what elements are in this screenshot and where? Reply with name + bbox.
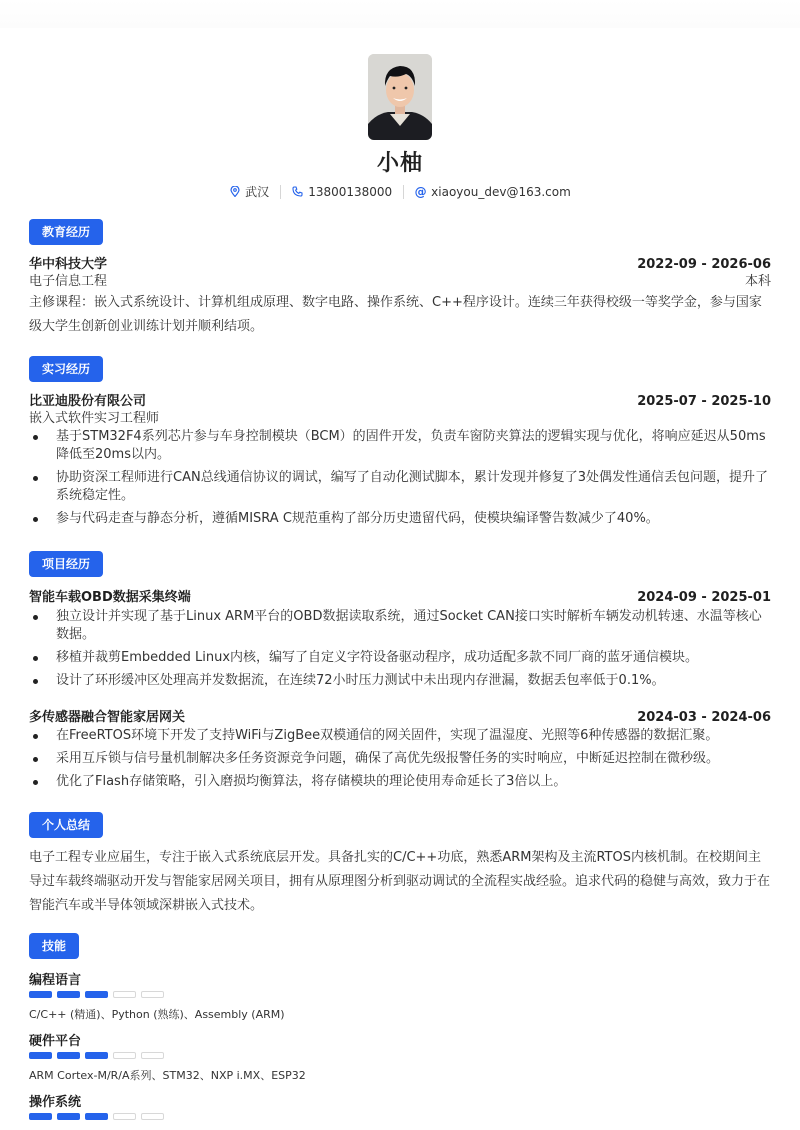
company-name: 比亚迪股份有限公司 bbox=[29, 394, 147, 409]
list-item: 独立设计并实现了基于Linux ARM平台的OBD数据读取系统，通过Socket CAN接口实时解析车辆发动机转速、水温等核心数据。 bbox=[29, 608, 771, 644]
section-badge-projects: 项目经历 bbox=[29, 551, 103, 577]
level-segment-empty bbox=[141, 1052, 164, 1059]
skill-level-bar bbox=[29, 1052, 164, 1059]
job-role: 嵌入式软件实习工程师 bbox=[29, 411, 160, 426]
list-item: 在FreeRTOS环境下开发了支持WiFi与ZigBee双模通信的网关固件，实现了温湿度、光照等6种传感器的数据汇聚。 bbox=[29, 727, 771, 745]
level-segment-empty bbox=[113, 1052, 136, 1059]
list-item: 采用互斥锁与信号量机制解决多任务资源竞争问题，确保了高优先级报警任务的实时响应，中断延迟控制在微秒级。 bbox=[29, 750, 771, 768]
location-pin-icon bbox=[229, 186, 240, 197]
education-sub-row bbox=[29, 270, 771, 289]
list-item: 协助资深工程师进行CAN总线通信协议的调试，编写了自动化测试脚本，累计发现并修复了3处偶发性通信丢包问题，提升了系统稳定性。 bbox=[29, 469, 771, 505]
section-badge-summary: 个人总结 bbox=[29, 812, 103, 838]
project-bullet-list bbox=[29, 608, 771, 690]
contact-email[interactable] bbox=[415, 185, 571, 199]
education-period: 2022-09 - 2026-06 bbox=[637, 257, 771, 272]
project-name: 多传感器融合智能家居网关 bbox=[29, 710, 186, 725]
portrait-icon bbox=[368, 54, 432, 140]
skill-detail: ARM Cortex-M/R/A系列、STM32、NXP i.MX、ESP32 bbox=[29, 1069, 306, 1082]
level-segment-filled bbox=[57, 1052, 80, 1059]
education-description: 主修课程：嵌入式系统设计、计算机组成原理、数字电路、操作系统、C++程序设计。连续三年获得校级一等奖学金，参与国家级大学生创新创业训练计划并顺利结项。 bbox=[29, 295, 762, 334]
list-item: 参与代码走查与静态分析，遵循MISRA C规范重构了部分历史遗留代码，使模块编译警告数减少了40%。 bbox=[29, 510, 771, 528]
level-segment-empty bbox=[141, 991, 164, 998]
email-text: xiaoyou_dev@163.com bbox=[431, 184, 571, 199]
degree: 本科 bbox=[744, 274, 771, 289]
location-text: 武汉 bbox=[245, 185, 270, 199]
contact-divider bbox=[280, 185, 281, 199]
project-name: 智能车载OBD数据采集终端 bbox=[29, 590, 191, 605]
level-segment-filled bbox=[29, 1113, 52, 1120]
level-segment-filled bbox=[85, 1052, 108, 1059]
section-badge-education: 教育经历 bbox=[29, 219, 103, 245]
major: 电子信息工程 bbox=[29, 274, 108, 289]
skill-detail: C/C++ (精通)、Python (熟练)、Assembly (ARM) bbox=[29, 1008, 285, 1021]
level-segment-empty bbox=[113, 991, 136, 998]
email-at-icon: @ bbox=[414, 184, 427, 199]
list-item: 移植并裁剪Embedded Linux内核，编写了自定义字符设备驱动程序，成功适配多款不同厂商的蓝牙通信模块。 bbox=[29, 649, 771, 667]
project-period: 2024-09 - 2025-01 bbox=[637, 590, 771, 605]
project-header-row bbox=[29, 706, 771, 725]
list-item: 设计了环形缓冲区处理高并发数据流，在连续72小时压力测试中未出现内存泄漏，数据丢包率低于0.1%。 bbox=[29, 672, 771, 690]
phone-icon bbox=[292, 186, 303, 197]
level-segment-empty bbox=[113, 1113, 136, 1120]
skill-name: 编程语言 bbox=[29, 973, 82, 988]
level-segment-filled bbox=[57, 991, 80, 998]
contact-divider bbox=[403, 185, 404, 199]
summary-text: 电子工程专业应届生，专注于嵌入式系统底层开发。具备扎实的C/C++功底，熟悉ARM架构及主流RTOS内核机制。在校期间主导过车载终端驱动开发与智能家居网关项目，拥有从原理图分析到驱动调试的全流程实战经验。追求代码的稳健与高效，致力于在智能汽车或半导体领域深耕嵌入式技术。 bbox=[29, 850, 771, 913]
list-item: 基于STM32F4系列芯片参与车身控制模块（BCM）的固件开发，负责车窗防夹算法的逻辑实现与优化，将响应延迟从50ms降低至20ms以内。 bbox=[29, 428, 771, 464]
level-segment-filled bbox=[29, 1052, 52, 1059]
project-period: 2024-03 - 2024-06 bbox=[637, 710, 771, 725]
level-segment-filled bbox=[29, 991, 52, 998]
list-item: 优化了Flash存储策略，引入磨损均衡算法，将存储模块的理论使用寿命延长了3倍以上。 bbox=[29, 773, 771, 791]
candidate-name: 小柚 bbox=[376, 151, 423, 176]
skill-name: 操作系统 bbox=[29, 1095, 82, 1110]
school-name: 华中科技大学 bbox=[29, 257, 108, 272]
phone-text: 13800138000 bbox=[308, 184, 393, 199]
internship-period: 2025-07 - 2025-10 bbox=[637, 394, 771, 409]
level-segment-empty bbox=[141, 1113, 164, 1120]
level-segment-filled bbox=[85, 991, 108, 998]
contact-phone[interactable] bbox=[292, 185, 392, 199]
project-bullet-list bbox=[29, 727, 771, 791]
contact-bar bbox=[29, 183, 771, 200]
project-header-row bbox=[29, 586, 771, 605]
page-top-band bbox=[0, 0, 800, 28]
level-segment-filled bbox=[85, 1113, 108, 1120]
skill-level-bar bbox=[29, 1113, 164, 1120]
skill-level-bar bbox=[29, 991, 164, 998]
internship-bullet-list bbox=[29, 428, 771, 528]
avatar-photo bbox=[368, 54, 432, 140]
section-badge-skills: 技能 bbox=[29, 933, 79, 959]
skill-name: 硬件平台 bbox=[29, 1034, 82, 1049]
level-segment-filled bbox=[57, 1113, 80, 1120]
internship-sub-row bbox=[29, 407, 771, 426]
contact-location bbox=[229, 183, 269, 200]
section-badge-internship: 实习经历 bbox=[29, 356, 103, 382]
